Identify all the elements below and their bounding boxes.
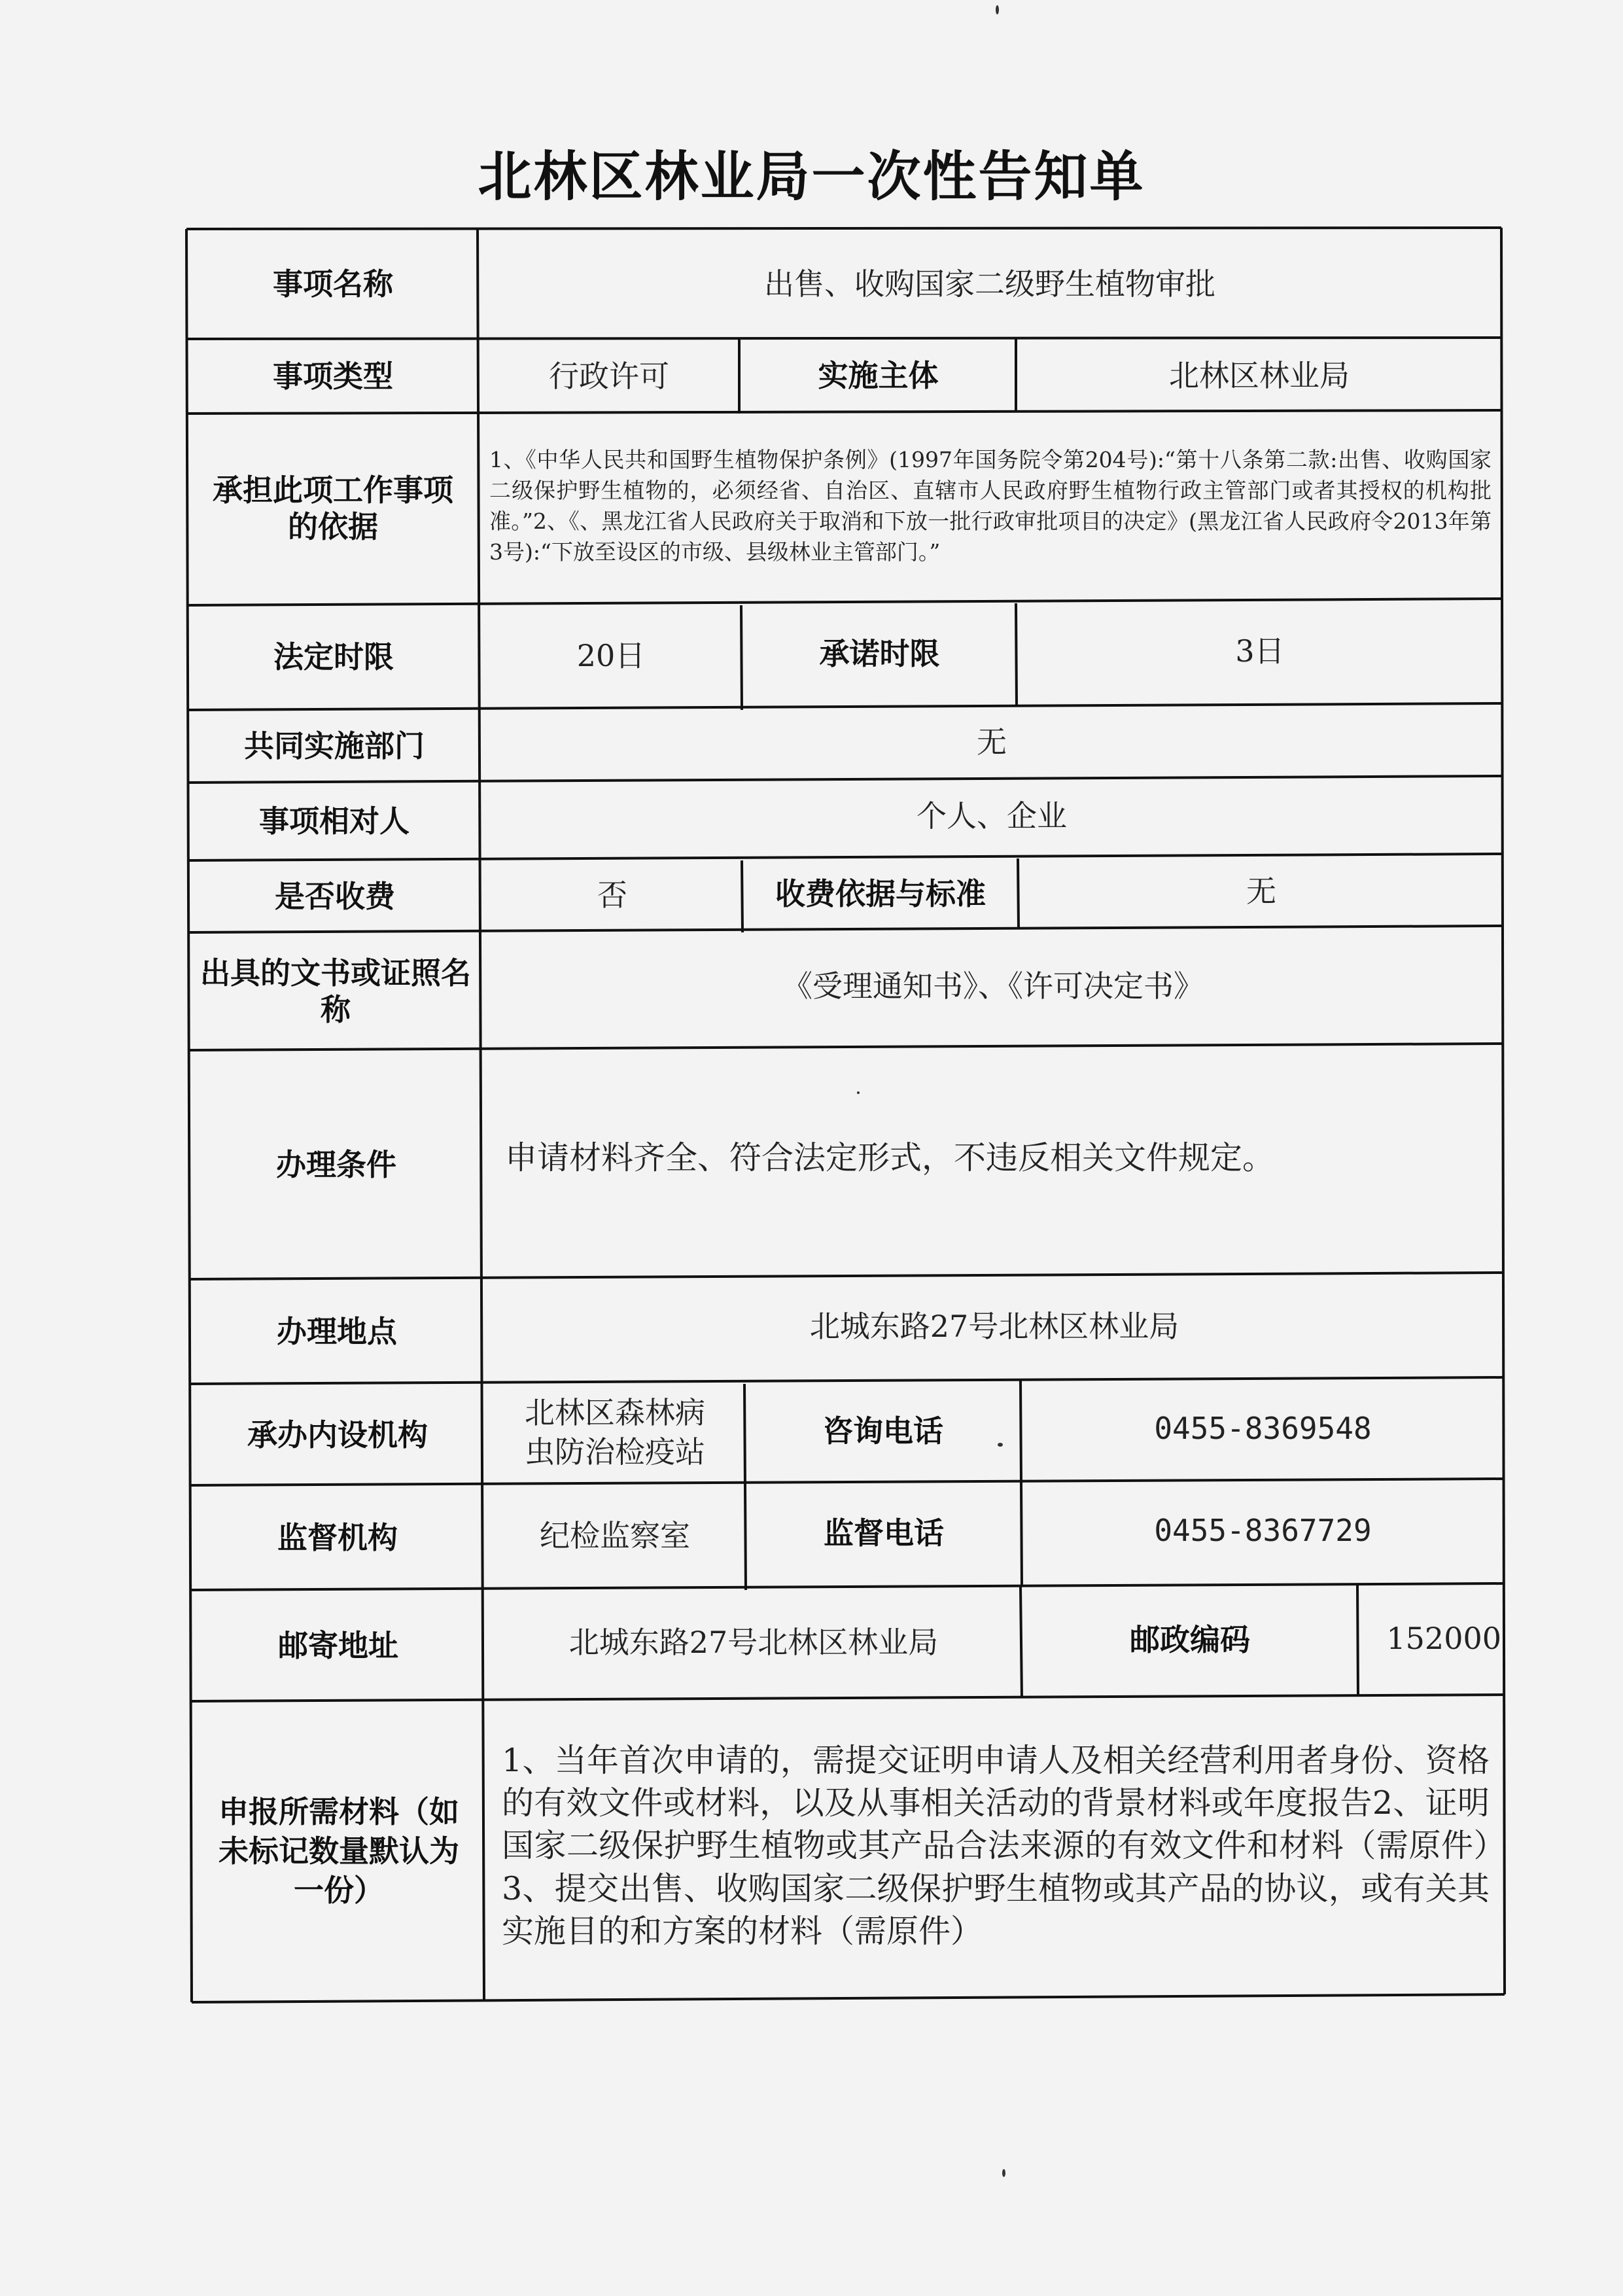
label-item-type: 事项类型: [273, 358, 393, 394]
page-title: 北林区林业局一次性告知单: [478, 146, 1145, 208]
scan-speck: [996, 5, 999, 14]
label-basis: 承担此项工作事项的依据: [213, 472, 453, 544]
scan-speck: [998, 1443, 1003, 1447]
value-basis: 1、《中华人民共和国野生植物保护条例》(1997年国务院令第204号):“第十八条第二款:出售、收购国家二级保护野生植物的，必须经省、自治区、直辖市人民政府野生植物行政主管部门或者其授权的机构批准。”2、《、黑龙江省人民政府关于取消和下放一批行政审批项目的决定》(黑龙江省人民政府令2013年第3号):“下放至设区的市级、县级林业主管部门。”: [489, 447, 1492, 565]
scan-speck: [1002, 2169, 1005, 2177]
label-fee-basis: 收费依据与标准: [775, 875, 986, 911]
label-joint-dept: 共同实施部门: [244, 728, 425, 764]
label-supervision: 监督机构: [277, 1520, 398, 1556]
scan-speck: [857, 1091, 860, 1094]
label-mail-address: 邮寄地址: [278, 1627, 398, 1663]
label-documents: 出具的文书或证照名称: [200, 955, 471, 1027]
value-postcode: 152000: [1386, 1621, 1501, 1657]
label-internal-org: 承办内设机构: [247, 1417, 428, 1453]
value-joint-dept: 无: [977, 724, 1007, 760]
value-materials: 1、当年首次申请的，需提交证明申请人及相关经营利用者身份、资格的有效文件或材料，以及从事相关活动的背景材料或年度报告2、证明国家二级保护野生植物或其产品合法来源的有效文件和材料（需原件）3、提交出售、收购国家二级保护野生植物或其产品的协议，或有关其实施目的和方案的材料（需原件）: [502, 1742, 1490, 1950]
value-supervision: 纪检监察室: [540, 1518, 690, 1554]
value-conditions: 申请材料齐全、符合法定形式，不违反相关文件规定。: [505, 1139, 1275, 1177]
label-fee: 是否收费: [275, 878, 395, 914]
value-legal-time-limit: 20日: [576, 637, 646, 673]
label-postcode: 邮政编码: [1130, 1622, 1250, 1658]
label-item-name: 事项名称: [273, 266, 393, 302]
value-promised-time-limit: 3日: [1235, 633, 1285, 669]
label-materials: 申报所需材料（如未标记数量默认为一份）: [218, 1794, 459, 1908]
value-documents: 《受理通知书》、《许可决定书》: [782, 968, 1204, 1004]
label-legal-time-limit: 法定时限: [273, 639, 394, 675]
label-inquiry-phone: 咨询电话: [823, 1413, 943, 1449]
value-implementer: 北林区林业局: [1169, 357, 1350, 393]
value-location: 北城东路27号北林区林业局: [809, 1309, 1179, 1345]
value-item-name: 出售、收购国家二级野生植物审批: [764, 266, 1215, 302]
value-supervision-phone: 0455-8367729: [1154, 1513, 1372, 1549]
label-counterpart: 事项相对人: [259, 804, 410, 839]
value-inquiry-phone: 0455-8369548: [1154, 1410, 1372, 1446]
value-fee: 否: [597, 877, 627, 913]
value-mail-address: 北城东路27号北林区林业局: [568, 1625, 939, 1661]
value-counterpart: 个人、企业: [916, 798, 1067, 834]
label-supervision-phone: 监督电话: [824, 1515, 944, 1551]
label-implementer: 实施主体: [818, 357, 939, 393]
label-conditions: 办理条件: [276, 1146, 396, 1182]
value-fee-basis: 无: [1246, 873, 1276, 909]
label-promised-time-limit: 承诺时限: [819, 636, 940, 672]
value-internal-org: 北林区森林病虫防治检疫站: [525, 1395, 705, 1470]
value-item-type: 行政许可: [549, 358, 669, 394]
label-location: 办理地点: [277, 1313, 397, 1349]
